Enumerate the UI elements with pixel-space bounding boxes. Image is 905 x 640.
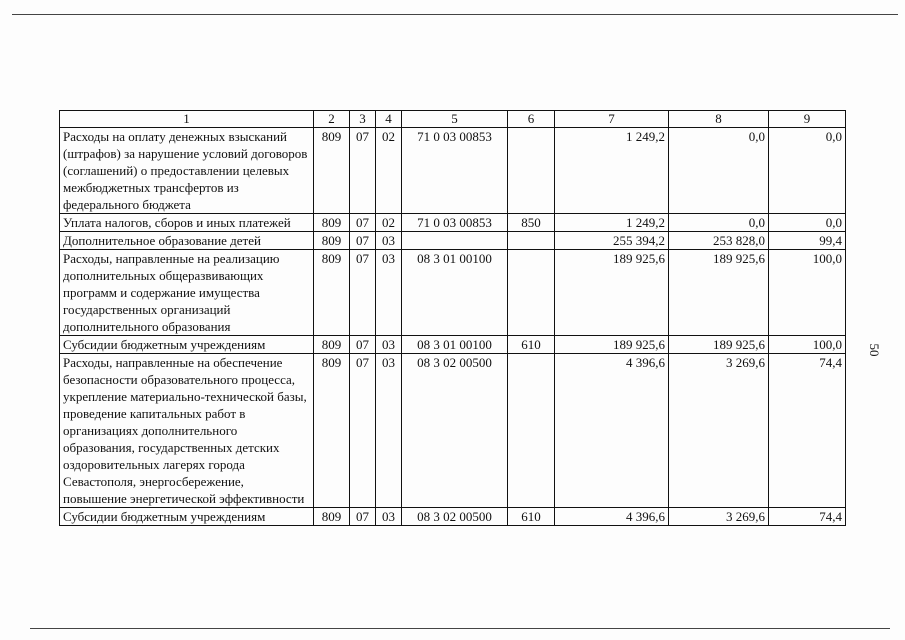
row-plan: 1 249,2 bbox=[555, 214, 669, 232]
row-expense-type bbox=[508, 250, 555, 336]
row-name: Расходы, направленные на реализацию дополнительных общеразвивающих программ и содержание имущества государственных организаций дополнительного образования bbox=[60, 250, 314, 336]
table-row bbox=[60, 232, 846, 250]
row-expense-type bbox=[508, 128, 555, 214]
row-target-code: 08 3 01 00100 bbox=[402, 336, 508, 354]
row-subsection: 03 bbox=[376, 250, 402, 336]
row-fact: 0,0 bbox=[669, 214, 769, 232]
column-header: 3 bbox=[350, 111, 376, 128]
row-section: 07 bbox=[350, 508, 376, 526]
row-fact: 3 269,6 bbox=[669, 508, 769, 526]
row-section: 07 bbox=[350, 336, 376, 354]
row-target-code: 08 3 02 00500 bbox=[402, 508, 508, 526]
row-target-code: 71 0 03 00853 bbox=[402, 128, 508, 214]
row-plan: 4 396,6 bbox=[555, 508, 669, 526]
table-row bbox=[60, 508, 846, 526]
row-target-code: 08 3 01 00100 bbox=[402, 250, 508, 336]
column-header: 5 bbox=[402, 111, 508, 128]
column-header: 6 bbox=[508, 111, 555, 128]
row-grbs: 809 bbox=[314, 508, 350, 526]
column-header: 9 bbox=[769, 111, 846, 128]
budget-table bbox=[59, 110, 846, 526]
row-grbs: 809 bbox=[314, 232, 350, 250]
row-grbs: 809 bbox=[314, 336, 350, 354]
row-section: 07 bbox=[350, 214, 376, 232]
row-percent: 99,4 bbox=[769, 232, 846, 250]
row-subsection: 03 bbox=[376, 232, 402, 250]
row-percent: 0,0 bbox=[769, 128, 846, 214]
row-fact: 3 269,6 bbox=[669, 354, 769, 508]
page-number: 50 bbox=[867, 343, 882, 357]
row-percent: 0,0 bbox=[769, 214, 846, 232]
row-name: Субсидии бюджетным учреждениям bbox=[60, 508, 314, 526]
bottom-rule bbox=[30, 628, 890, 629]
row-plan: 1 249,2 bbox=[555, 128, 669, 214]
row-subsection: 03 bbox=[376, 336, 402, 354]
table-header-row bbox=[60, 111, 846, 128]
row-plan: 189 925,6 bbox=[555, 250, 669, 336]
row-plan: 255 394,2 bbox=[555, 232, 669, 250]
row-plan: 189 925,6 bbox=[555, 336, 669, 354]
row-fact: 189 925,6 bbox=[669, 250, 769, 336]
row-fact: 189 925,6 bbox=[669, 336, 769, 354]
row-expense-type: 850 bbox=[508, 214, 555, 232]
row-percent: 74,4 bbox=[769, 508, 846, 526]
column-header: 1 bbox=[60, 111, 314, 128]
row-expense-type: 610 bbox=[508, 336, 555, 354]
table-row bbox=[60, 354, 846, 508]
row-section: 07 bbox=[350, 232, 376, 250]
row-percent: 100,0 bbox=[769, 336, 846, 354]
column-header: 2 bbox=[314, 111, 350, 128]
row-name: Расходы на оплату денежных взысканий (штрафов) за нарушение условий договоров (соглашений) о предоставлении целевых межбюджетных трансфертов из федерального бюджета bbox=[60, 128, 314, 214]
row-percent: 74,4 bbox=[769, 354, 846, 508]
row-subsection: 02 bbox=[376, 214, 402, 232]
row-expense-type bbox=[508, 354, 555, 508]
column-header: 4 bbox=[376, 111, 402, 128]
row-target-code bbox=[402, 232, 508, 250]
row-section: 07 bbox=[350, 354, 376, 508]
row-target-code: 08 3 02 00500 bbox=[402, 354, 508, 508]
table-row bbox=[60, 336, 846, 354]
row-name: Уплата налогов, сборов и иных платежей bbox=[60, 214, 314, 232]
row-section: 07 bbox=[350, 250, 376, 336]
row-fact: 0,0 bbox=[669, 128, 769, 214]
table-row bbox=[60, 214, 846, 232]
column-header: 8 bbox=[669, 111, 769, 128]
row-name: Субсидии бюджетным учреждениям bbox=[60, 336, 314, 354]
row-expense-type bbox=[508, 232, 555, 250]
row-grbs: 809 bbox=[314, 354, 350, 508]
row-plan: 4 396,6 bbox=[555, 354, 669, 508]
row-subsection: 03 bbox=[376, 508, 402, 526]
top-rule bbox=[12, 14, 898, 15]
row-percent: 100,0 bbox=[769, 250, 846, 336]
row-subsection: 02 bbox=[376, 128, 402, 214]
row-fact: 253 828,0 bbox=[669, 232, 769, 250]
row-target-code: 71 0 03 00853 bbox=[402, 214, 508, 232]
row-name: Дополнительное образование детей bbox=[60, 232, 314, 250]
row-grbs: 809 bbox=[314, 128, 350, 214]
row-grbs: 809 bbox=[314, 250, 350, 336]
row-subsection: 03 bbox=[376, 354, 402, 508]
column-header: 7 bbox=[555, 111, 669, 128]
table-row bbox=[60, 128, 846, 214]
row-section: 07 bbox=[350, 128, 376, 214]
row-grbs: 809 bbox=[314, 214, 350, 232]
row-name: Расходы, направленные на обеспечение безопасности образовательного процесса, укрепление материально-технической базы, проведение капитальных работ в организациях дополнительного образования, государственных детских оздоровительных лагерях города Севастополя, энергосбережение, повышение энергетической эффективности bbox=[60, 354, 314, 508]
table-row bbox=[60, 250, 846, 336]
row-expense-type: 610 bbox=[508, 508, 555, 526]
